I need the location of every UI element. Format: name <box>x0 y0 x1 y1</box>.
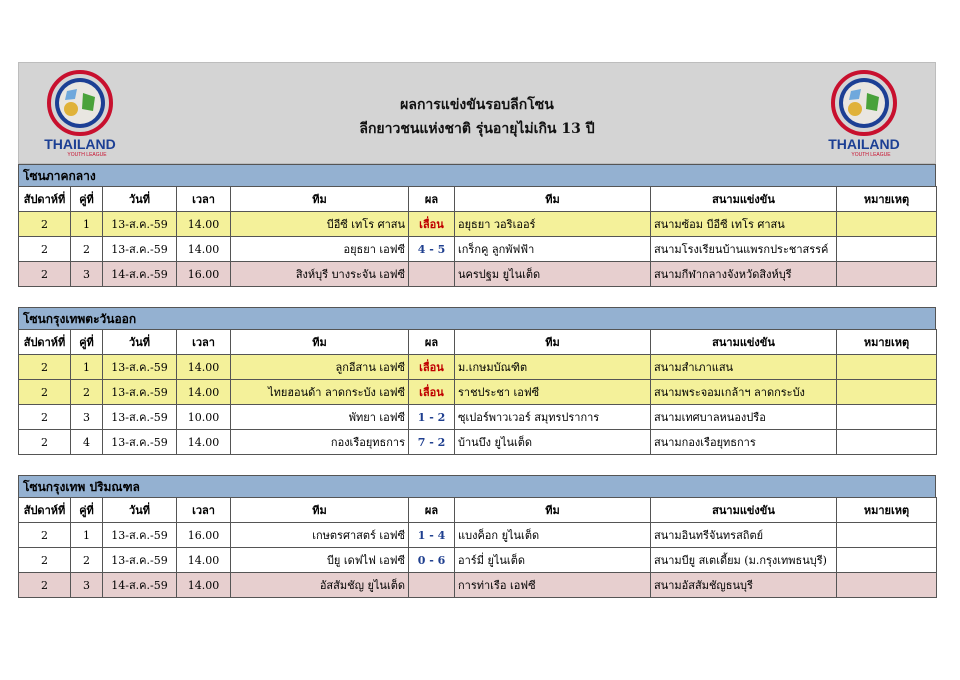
results-table <box>18 497 937 598</box>
table-row <box>19 405 937 430</box>
table-row <box>19 523 937 548</box>
home-team-cell: สิงห์บุรี บางระจัน เอฟซี <box>231 262 409 287</box>
column-header: วันที่ <box>103 498 177 523</box>
table-row <box>19 573 937 598</box>
week-cell: 2 <box>19 262 71 287</box>
result-cell: 1 - 4 <box>409 523 455 548</box>
time-cell: 14.00 <box>177 430 231 455</box>
results-sheet <box>18 62 936 598</box>
column-header: ทีม <box>231 330 409 355</box>
column-header: สนามแข่งขัน <box>651 498 837 523</box>
note-cell <box>837 523 937 548</box>
time-cell: 16.00 <box>177 523 231 548</box>
zone-title: โซนกรุงเทพตะวันออก <box>18 307 936 329</box>
sheet-title <box>19 93 935 141</box>
table-header-row <box>19 330 937 355</box>
note-cell <box>837 380 937 405</box>
venue-cell: สนามอัสสัมชัญธนบุรี <box>651 573 837 598</box>
week-cell: 2 <box>19 355 71 380</box>
note-cell <box>837 573 937 598</box>
table-row <box>19 430 937 455</box>
time-cell: 14.00 <box>177 548 231 573</box>
away-team-cell: นครปฐม ยูไนเต็ด <box>455 262 651 287</box>
zones-container <box>18 164 936 598</box>
venue-cell: สนามกองเรือยุทธการ <box>651 430 837 455</box>
column-header: ทีม <box>231 498 409 523</box>
date-cell: 13-ส.ค.-59 <box>103 380 177 405</box>
date-cell: 13-ส.ค.-59 <box>103 523 177 548</box>
note-cell <box>837 237 937 262</box>
week-cell: 2 <box>19 380 71 405</box>
column-header: ทีม <box>231 187 409 212</box>
svg-text:THAILAND: THAILAND <box>828 136 900 152</box>
column-header: สัปดาห์ที่ <box>19 330 71 355</box>
result-cell: 1 - 2 <box>409 405 455 430</box>
column-header: วันที่ <box>103 330 177 355</box>
result-cell: เลื่อน <box>409 380 455 405</box>
note-cell <box>837 212 937 237</box>
column-header: คู่ที่ <box>71 330 103 355</box>
date-cell: 13-ส.ค.-59 <box>103 237 177 262</box>
pair-cell: 2 <box>71 548 103 573</box>
table-header-row <box>19 187 937 212</box>
column-header: คู่ที่ <box>71 187 103 212</box>
date-cell: 13-ส.ค.-59 <box>103 405 177 430</box>
week-cell: 2 <box>19 405 71 430</box>
result-cell <box>409 262 455 287</box>
thailand-youth-league-logo-right <box>819 67 909 157</box>
column-header: เวลา <box>177 330 231 355</box>
pair-cell: 2 <box>71 380 103 405</box>
result-cell: เลื่อน <box>409 355 455 380</box>
table-header-row <box>19 498 937 523</box>
result-cell: เลื่อน <box>409 212 455 237</box>
pair-cell: 2 <box>71 237 103 262</box>
svg-text:THAILAND: THAILAND <box>44 136 116 152</box>
week-cell: 2 <box>19 212 71 237</box>
column-header: สนามแข่งขัน <box>651 330 837 355</box>
date-cell: 13-ส.ค.-59 <box>103 430 177 455</box>
date-cell: 14-ส.ค.-59 <box>103 573 177 598</box>
pair-cell: 3 <box>71 262 103 287</box>
column-header: คู่ที่ <box>71 498 103 523</box>
results-table <box>18 186 937 287</box>
zone-title: โซนภาคกลาง <box>18 164 936 186</box>
table-row <box>19 380 937 405</box>
away-team-cell: การท่าเรือ เอฟซี <box>455 573 651 598</box>
league-logo-icon <box>819 67 909 157</box>
venue-cell: สนามซ้อม บีอีซี เทโร ศาสน <box>651 212 837 237</box>
date-cell: 13-ส.ค.-59 <box>103 355 177 380</box>
column-header: ทีม <box>455 187 651 212</box>
results-table <box>18 329 937 455</box>
table-row <box>19 262 937 287</box>
column-header: สนามแข่งขัน <box>651 187 837 212</box>
column-header: ผล <box>409 330 455 355</box>
time-cell: 14.00 <box>177 237 231 262</box>
svg-text:YOUTH LEAGUE: YOUTH LEAGUE <box>851 152 891 157</box>
time-cell: 14.00 <box>177 212 231 237</box>
week-cell: 2 <box>19 573 71 598</box>
time-cell: 14.00 <box>177 573 231 598</box>
date-cell: 13-ส.ค.-59 <box>103 548 177 573</box>
title-line-2: ลีกยาวชนแห่งชาติ รุ่นอายุไม่เกิน 13 ปี <box>359 121 595 137</box>
column-header: วันที่ <box>103 187 177 212</box>
away-team-cell: เกร็กคู ลูกพัฟฟ้า <box>455 237 651 262</box>
svg-text:YOUTH LEAGUE: YOUTH LEAGUE <box>67 152 107 157</box>
column-header: ผล <box>409 498 455 523</box>
away-team-cell: ราชประชา เอฟซี <box>455 380 651 405</box>
home-team-cell: ไทยฮอนด้า ลาดกระบัง เอฟซี <box>231 380 409 405</box>
date-cell: 13-ส.ค.-59 <box>103 212 177 237</box>
table-row <box>19 212 937 237</box>
week-cell: 2 <box>19 430 71 455</box>
week-cell: 2 <box>19 523 71 548</box>
week-cell: 2 <box>19 237 71 262</box>
venue-cell: สนามบียู สเตเดี้ยม (ม.กรุงเทพธนบุรี) <box>651 548 837 573</box>
table-row <box>19 548 937 573</box>
result-cell: 7 - 2 <box>409 430 455 455</box>
away-team-cell: ซุเปอร์พาวเวอร์ สมุทรปราการ <box>455 405 651 430</box>
column-header: หมายเหตุ <box>837 498 937 523</box>
pair-cell: 1 <box>71 523 103 548</box>
column-header: ผล <box>409 187 455 212</box>
column-header: เวลา <box>177 187 231 212</box>
away-team-cell: บ้านบึง ยูไนเต็ด <box>455 430 651 455</box>
pair-cell: 1 <box>71 212 103 237</box>
time-cell: 10.00 <box>177 405 231 430</box>
pair-cell: 1 <box>71 355 103 380</box>
venue-cell: สนามเทศบาลหนองปรือ <box>651 405 837 430</box>
note-cell <box>837 430 937 455</box>
time-cell: 16.00 <box>177 262 231 287</box>
venue-cell: สนามโรงเรียนบ้านแพรกประชาสรรค์ <box>651 237 837 262</box>
away-team-cell: ม.เกษมบัณฑิต <box>455 355 651 380</box>
home-team-cell: บียู เดฟไฟ เอฟซี <box>231 548 409 573</box>
pair-cell: 3 <box>71 573 103 598</box>
zone-spacer <box>18 455 936 475</box>
home-team-cell: ลูกอีสาน เอฟซี <box>231 355 409 380</box>
zone-title: โซนกรุงเทพ ปริมณฑล <box>18 475 936 497</box>
time-cell: 14.00 <box>177 355 231 380</box>
table-row <box>19 355 937 380</box>
note-cell <box>837 262 937 287</box>
home-team-cell: อยุธยา เอฟซี <box>231 237 409 262</box>
pair-cell: 3 <box>71 405 103 430</box>
home-team-cell: อัสสัมชัญ ยูไนเต็ด <box>231 573 409 598</box>
date-cell: 14-ส.ค.-59 <box>103 262 177 287</box>
time-cell: 14.00 <box>177 380 231 405</box>
note-cell <box>837 548 937 573</box>
venue-cell: สนามพระจอมเกล้าฯ ลาดกระบัง <box>651 380 837 405</box>
home-team-cell: พัทยา เอฟซี <box>231 405 409 430</box>
column-header: ทีม <box>455 330 651 355</box>
note-cell <box>837 405 937 430</box>
zone-spacer <box>18 287 936 307</box>
result-cell: 4 - 5 <box>409 237 455 262</box>
home-team-cell: บีอีซี เทโร ศาสน <box>231 212 409 237</box>
column-header: สัปดาห์ที่ <box>19 187 71 212</box>
venue-cell: สนามกีฬากลางจังหวัดสิงห์บุรี <box>651 262 837 287</box>
away-team-cell: แบงค็อก ยูไนเต็ด <box>455 523 651 548</box>
venue-cell: สนามอินทรีจันทรสถิตย์ <box>651 523 837 548</box>
column-header: สัปดาห์ที่ <box>19 498 71 523</box>
away-team-cell: อาร์มี่ ยูไนเต็ด <box>455 548 651 573</box>
venue-cell: สนามสำเภาแสน <box>651 355 837 380</box>
away-team-cell: อยุธยา วอริเออร์ <box>455 212 651 237</box>
column-header: เวลา <box>177 498 231 523</box>
column-header: ทีม <box>455 498 651 523</box>
column-header: หมายเหตุ <box>837 187 937 212</box>
home-team-cell: เกษตรศาสตร์ เอฟซี <box>231 523 409 548</box>
column-header: หมายเหตุ <box>837 330 937 355</box>
note-cell <box>837 355 937 380</box>
result-cell <box>409 573 455 598</box>
home-team-cell: กองเรือยุทธการ <box>231 430 409 455</box>
title-line-1: ผลการแข่งขันรอบลีกโซน <box>400 97 554 113</box>
sheet-header <box>18 62 936 164</box>
table-row <box>19 237 937 262</box>
week-cell: 2 <box>19 548 71 573</box>
pair-cell: 4 <box>71 430 103 455</box>
result-cell: 0 - 6 <box>409 548 455 573</box>
